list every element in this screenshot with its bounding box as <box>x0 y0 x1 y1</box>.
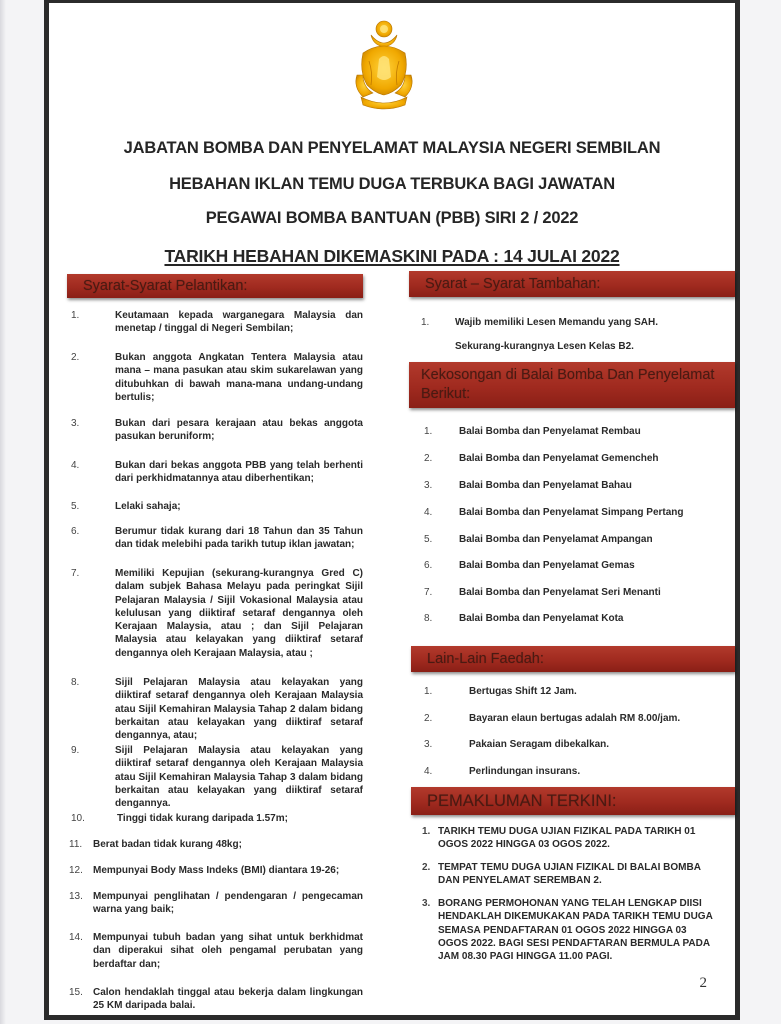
section-header-pemakluman <box>411 787 735 815</box>
section-title: Syarat – Syarat Tambahan: <box>425 276 601 292</box>
section-title: Syarat-Syarat Pelantikan: <box>83 278 248 294</box>
section-header-syarat-tambahan <box>409 271 735 297</box>
section-title: Kekosongan di Balai Bomba Dan Penyelamat <box>421 367 715 383</box>
section-header-kekosongan <box>409 362 735 408</box>
announcement-title: HEBAHAN IKLAN TEMU DUGA TERBUKA BAGI JAWATAN <box>169 175 615 193</box>
page-number: 2 <box>699 975 707 991</box>
viewer-edge <box>0 0 6 1024</box>
section-title: PEMAKLUMAN TERKINI: <box>427 791 617 810</box>
section-title-continued: Berikut: <box>421 386 471 402</box>
section-header-faedah <box>411 646 735 672</box>
document-page: JABATAN BOMBA DAN PENYELAMAT MALAYSIA NEGERI SEMBILAN HEBAHAN IKLAN TEMU DUGA TERBUKA BAGI JAWATAN PEGAWAI BOMBA BANTUAN (PBB) SIRI 2 / 2022 TARIKH HEBAHAN DIKEMASKINI PADA : 14 JULAI 2022 Syarat-Syarat Pelantikan: 1. Keutamaan kepada warganegara Malaysia dan menetap / tinggal di Negeri Sembilan; 2. Bukan anggota Angkatan Tentera Malaysia atau mana – mana pasukan atau skim sukarelawan yang ditubuhkan di bawah mana-mana undang-undang bertulis; 3. Bukan dari pesara kerajaan atau bekas anggota pasukan beruniform; 4. Bukan dari bekas anggota PBB yang telah berhenti dari perkhidmatannya atau diberhentikan; 5. Lelaki sahaja; 6. Berumur tidak kurang dari 18 Tahun dan 35 Tahun dan tidak melebihi pada tarikh tutup iklan jawatan; 7. Memiliki Kepujian (sekurang-kurangnya Gred C) dalam subjek Bahasa Melayu pada peringkat Sijil Pelajaran Malaysia / Sijil Vokasional Malaysia atau kelulusan yang diiktiraf setaraf dengannya oleh Kerajaan Malaysia, atau ; dan Sijil Pelajaran Malaysia atau kelayakan yang diiktiraf setaraf dengannya oleh Kerajaan Malaysia, atau ; 8. Sijil Pelajaran Malaysia atau kelayakan yang diiktiraf setaraf dengannya oleh Kerajaan Malaysia atau Sijil Kemahiran Malaysia Tahap 2 dalam bidang berkaitan atau kelayakan yang diiktiraf setaraf dengannya, atau; 9. Sijil Pelajaran Malaysia atau kelayakan yang diiktiraf setaraf dengannya oleh Kerajaan Malaysia atau Sijil Kemahiran Malaysia Tahap 3 dalam bidang berkaitan atau kelayakan yang diiktiraf setaraf dengannya. 10. Tinggi tidak kurang daripada 1.57m; 11. Berat badan tidak kurang 48kg; 12. Mempunyai Body Mass Indeks (BMI) diantara 19-26; 13. Mempunyai penglihatan / pendengaran / pengecaman warna yang baik; 14. Mempunyai tubuh badan yang sihat untuk berkhidmat dan diperakui sihat oleh pengamal perubatan yang berdaftar dan; 15. Calon hendaklah tinggal atau bekerja dalam lingkungan 25 KM daripada balai. Syarat – Syarat Tambahan: 1. Wajib memiliki Lesen Memandu yang SAH. Sekurang-kurangnya Lesen Kelas B2. Kekosongan di Balai Bomba Dan Penyelamat Berikut: 1. Balai Bomba dan Penyelamat Rembau 2. Balai Bomba dan Penyelamat Gemencheh 3. Balai Bomba dan Penyelamat Bahau 4. Balai Bomba dan Penyelamat Simpang Pertang 5. Balai Bomba dan Penyelamat Ampangan 6. Balai Bomba dan Penyelamat Gemas 7. Balai Bomba dan Penyelamat Seri Menanti 8. Balai Bomba dan Penyelamat Kota Lain-Lain Faedah: 1. Bertugas Shift 12 Jam. 2. Bayaran elaun bertugas adalah RM 8.00/jam. 3. Pakaian Seragam dibekalkan. 4. Perlindungan insurans. PEMAKLUMAN TERKINI: 1. TARIKH TEMU DUGA UJIAN FIZIKAL PADA TARIKH 01 OGOS 2022 HINGGA 03 OGOS 2022. 2. TEMPAT TEMU DUGA UJIAN FIZIKAL DI BALAI BOMBA DAN PENYELAMAT SEREMBAN 2. 3. BORANG PERMOHONAN YANG TELAH LENGKAP DIISI HENDAKLAH DIKEMUKAKAN PADA TARIKH TEMU DUGA SEMASA PENDAFTARAN 01 OGOS 2022 HINGGA 03 OGOS 2022. BAGI SESI PENDAFTARAN BERMULA PADA JAM 08.30 PAGI HINGGA 11.00 PAGI. 2 <box>44 0 740 1020</box>
license-note: Sekurang-kurangnya Lesen Kelas B2. <box>455 341 634 352</box>
section-header-syarat-pelantikan <box>67 274 363 298</box>
position-title: PEGAWAI BOMBA BANTUAN (PBB) SIRI 2 / 2022 <box>205 209 579 227</box>
bomba-crest-icon <box>349 13 419 113</box>
department-title: JABATAN BOMBA DAN PENYELAMAT MALAYSIA NEGERI SEMBILAN <box>123 139 661 157</box>
updated-date-title: TARIKH HEBAHAN DIKEMASKINI PADA : 14 JULAI 2022 <box>164 246 620 266</box>
section-title: Lain-Lain Faedah: <box>427 651 544 667</box>
